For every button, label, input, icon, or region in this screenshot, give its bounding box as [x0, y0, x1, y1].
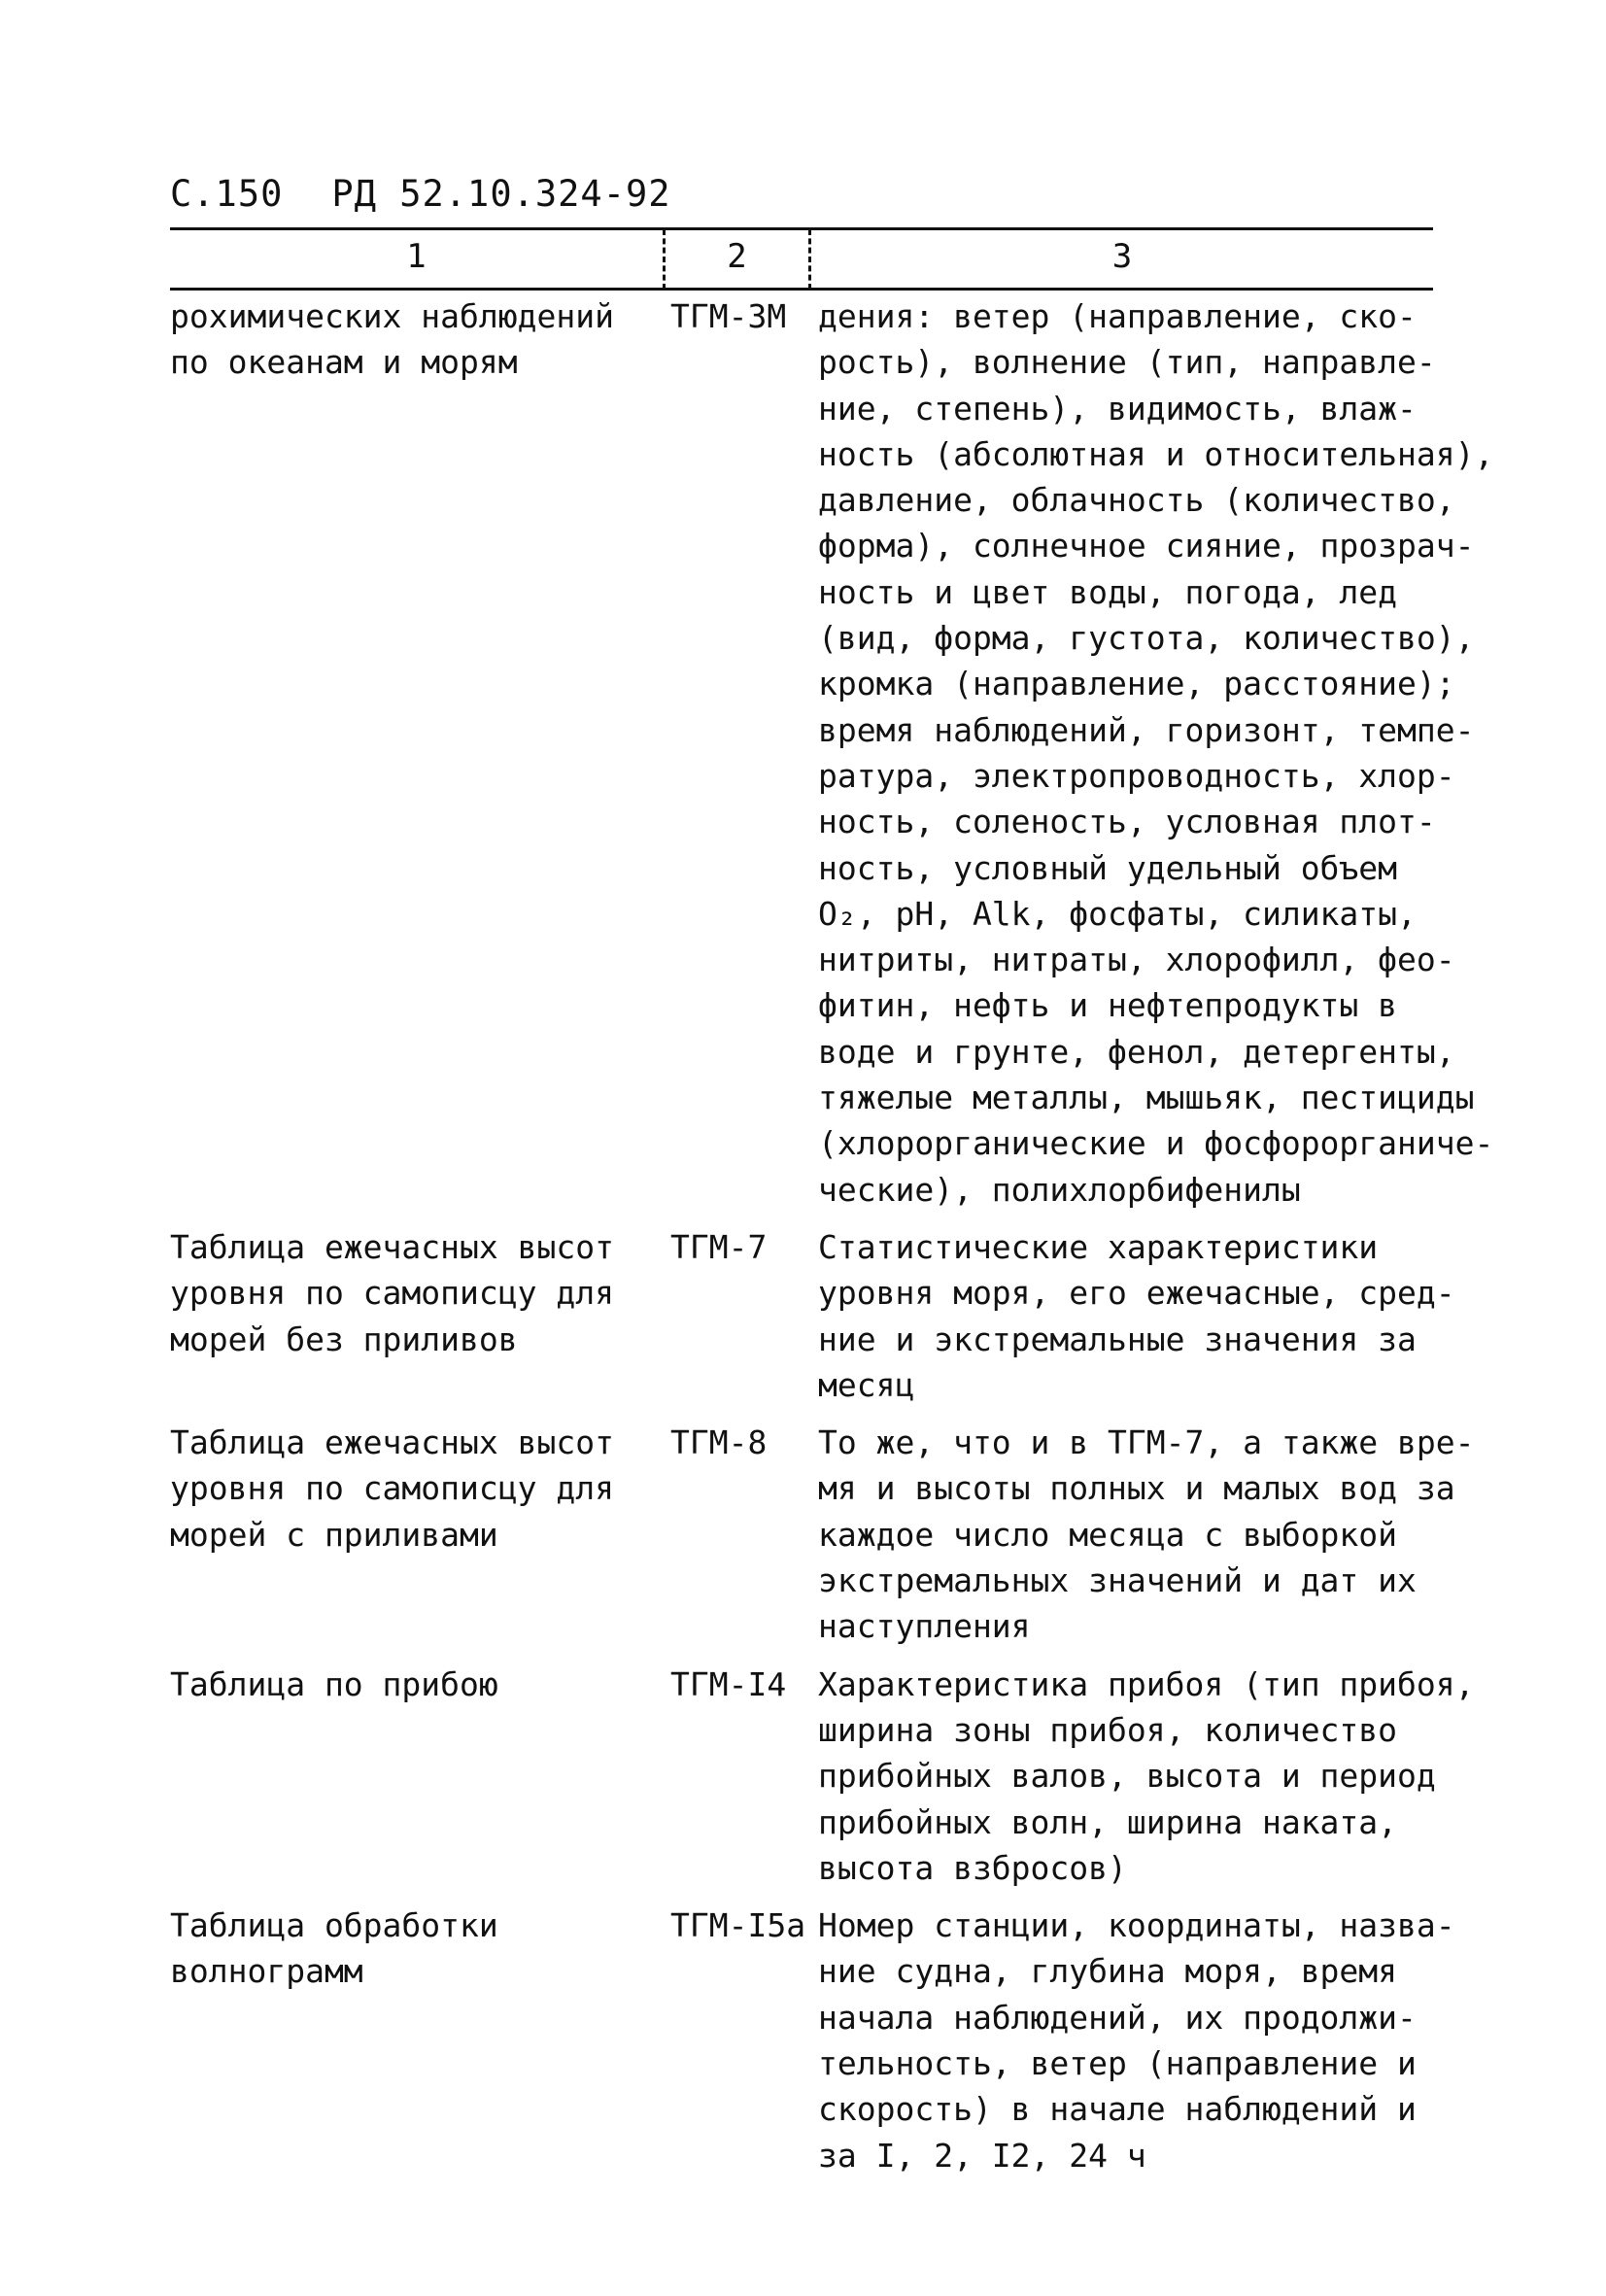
description-cell — [818, 293, 1511, 1213]
description-line: прибойных валов, высота и период — [818, 1757, 1436, 1796]
form-name-line: волнограмм — [170, 1952, 363, 1991]
description-line: время наблюдений, горизонт, темпе- — [818, 710, 1475, 749]
table-top-rule — [170, 227, 1433, 230]
description-line: начала наблюдений, их продолжи- — [818, 1998, 1417, 2037]
description-line: (вид, форма, густота, количество), — [818, 619, 1475, 658]
description-line: фитин, нефть и нефтепродукты в — [818, 986, 1398, 1025]
description-line: скорость) в начале наблюдений и — [818, 2090, 1417, 2129]
form-code-cell — [670, 1224, 818, 1408]
description-line: ческие), полихлорбифенилы — [818, 1170, 1301, 1209]
form-name-line: рохимических наблюдений — [170, 297, 614, 335]
description-line: месяц — [818, 1365, 915, 1404]
form-name-cell — [170, 1224, 670, 1408]
form-code-cell — [670, 1662, 818, 1891]
document-code: РД 52.10.324-92 — [331, 173, 671, 215]
description-cell — [818, 1224, 1511, 1408]
description-line: Характеристика прибоя (тип прибоя, — [818, 1664, 1475, 1703]
description-line: ность и цвет воды, погода, лед — [818, 572, 1398, 611]
table-row — [170, 1662, 1511, 1891]
form-name-cell — [170, 1902, 670, 2178]
form-code-cell — [670, 1420, 818, 1649]
description-line: за I, 2, I2, 24 ч — [818, 2136, 1146, 2175]
description-line: тяжелые металлы, мышьяк, пестициды — [818, 1079, 1475, 1117]
table-row — [170, 293, 1511, 1213]
table-header-rule — [170, 288, 1433, 291]
description-line: экстремальных значений и дат их — [818, 1561, 1417, 1600]
description-line: кромка (направление, расстояние); — [818, 665, 1455, 703]
description-line: ность (абсолютная и относительная), — [818, 434, 1494, 473]
description-line: наступления — [818, 1607, 1031, 1646]
column-number-1: 1 — [406, 237, 427, 276]
form-code-cell — [670, 293, 818, 1213]
form-name-line: морей с приливами — [170, 1515, 498, 1554]
form-code: ТГМ-I5а — [670, 1906, 806, 1945]
form-name-line: Таблица ежечасных высот — [170, 1227, 614, 1266]
form-name-line: Таблица обработки — [170, 1906, 498, 1945]
description-line: ширина зоны прибоя, количество — [818, 1710, 1398, 1749]
column-number-2: 2 — [727, 237, 747, 276]
form-name-line: Таблица ежечасных высот — [170, 1423, 614, 1462]
description-line: ратура, электропроводность, хлор- — [818, 756, 1455, 795]
description-line: воде и грунте, фенол, детергенты, — [818, 1032, 1455, 1071]
description-cell — [818, 1662, 1511, 1891]
description-line: ность, соленость, условная плот- — [818, 803, 1436, 841]
form-code: ТГМ-8 — [670, 1423, 768, 1462]
form-name-line: морей без приливов — [170, 1319, 518, 1358]
description-line: Статистические характеристики — [818, 1227, 1379, 1266]
description-line: нитриты, нитраты, хлорофилл, фео- — [818, 941, 1455, 979]
column-number-3: 3 — [1111, 237, 1133, 276]
table-row — [170, 1224, 1511, 1408]
form-name-cell — [170, 293, 670, 1213]
form-name-line: по океанам и морям — [170, 343, 518, 382]
page-number: С.150 — [170, 173, 284, 215]
description-line: дения: ветер (направление, ско- — [818, 297, 1417, 335]
form-code-cell — [670, 1902, 818, 2178]
form-code: ТГМ-7 — [670, 1227, 768, 1266]
description-line: ние, степень), видимость, влаж- — [818, 389, 1417, 428]
description-line: тельность, ветер (направление и — [818, 2043, 1417, 2082]
description-cell — [818, 1420, 1511, 1649]
form-code: ТГМ-I4 — [670, 1664, 787, 1703]
description-line: Номер станции, координаты, назва- — [818, 1906, 1455, 1945]
table-row — [170, 1420, 1511, 1649]
description-line: мя и высоты полных и малых вод за — [818, 1469, 1455, 1508]
description-line: O₂, pH, Alk, фосфаты, силикаты, — [818, 894, 1417, 933]
form-name-cell — [170, 1662, 670, 1891]
description-line: То же, что и в ТГМ-7, а также вре- — [818, 1423, 1475, 1462]
page-header — [170, 173, 671, 215]
description-line: ность, условный удельный объем — [818, 848, 1398, 887]
form-name-cell — [170, 1420, 670, 1649]
table-body — [170, 293, 1511, 2190]
description-cell — [818, 1902, 1511, 2178]
form-code: ТГМ-3М — [670, 297, 787, 335]
description-line: (хлорорганические и фосфорорганиче- — [818, 1124, 1494, 1163]
description-line: ние и экстремальные значения за — [818, 1319, 1417, 1358]
description-line: ние судна, глубина моря, время — [818, 1952, 1398, 1991]
description-line: прибойных волн, ширина наката, — [818, 1802, 1398, 1841]
table-row — [170, 1902, 1511, 2178]
form-name-line: Таблица по прибою — [170, 1664, 498, 1703]
description-line: рость), волнение (тип, направле- — [818, 343, 1436, 382]
description-line: уровня моря, его ежечасные, сред- — [818, 1274, 1455, 1313]
description-line: высота взбросов) — [818, 1848, 1127, 1887]
form-name-line: уровня по самописцу для — [170, 1469, 614, 1508]
description-line: форма), солнечное сияние, прозрач- — [818, 527, 1475, 565]
description-line: давление, облачность (количество, — [818, 481, 1455, 520]
form-name-line: уровня по самописцу для — [170, 1274, 614, 1313]
description-line: каждое число месяца с выборкой — [818, 1515, 1398, 1554]
